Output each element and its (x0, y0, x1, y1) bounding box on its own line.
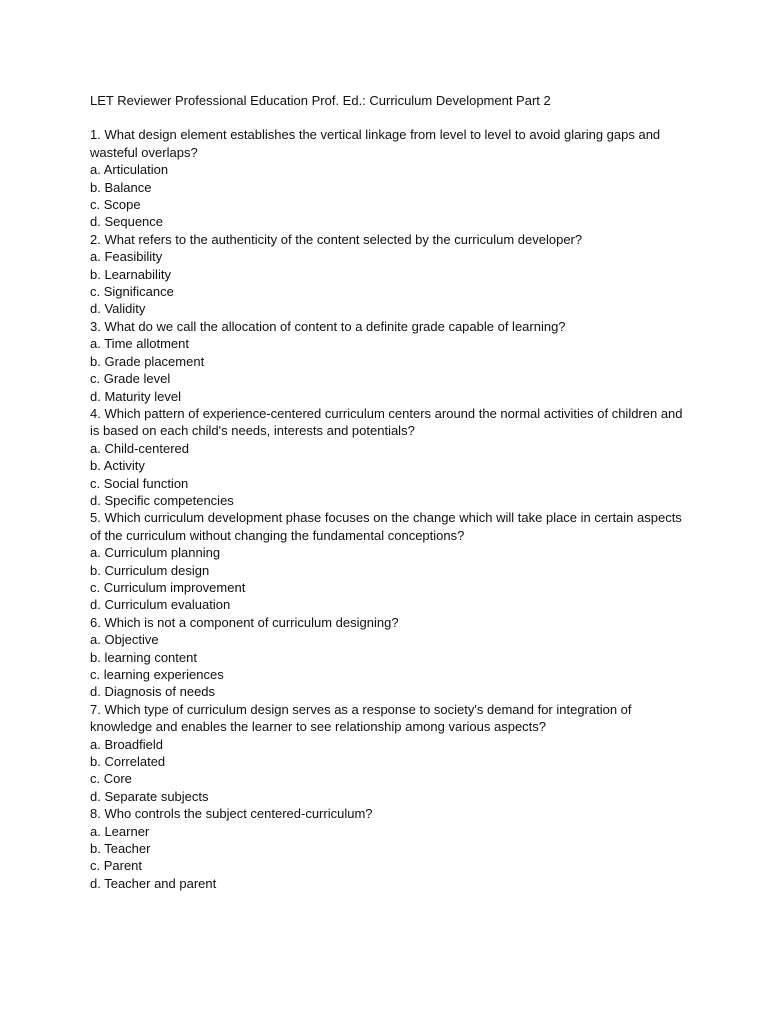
answer-options (90, 440, 690, 510)
answer-option: b. Grade placement (90, 353, 205, 369)
question-list (90, 126, 690, 892)
document-page (90, 92, 690, 892)
answer-option: b. Curriculum design (90, 562, 210, 578)
answer-option: d. Curriculum evaluation (90, 597, 231, 613)
answer-option: a. Child-centered (90, 440, 189, 456)
answer-option: b. Balance (90, 179, 152, 195)
answer-option: a. Broadfield (90, 736, 163, 752)
answer-option: d. Diagnosis of needs (90, 684, 216, 700)
question-text: 2. What refers to the authenticity of the content selected by the curriculum developer? (90, 231, 583, 247)
answer-option: a. Articulation (90, 162, 169, 178)
answer-option: c. Grade level (90, 371, 171, 387)
answer-option: d. Specific competencies (90, 492, 234, 508)
document-title: LET Reviewer Professional Education Prof. Ed.: Curriculum Development Part 2 (90, 93, 551, 108)
answer-options (90, 631, 690, 701)
question-text: 1. What design element establishes the vertical linkage from level to level to avoid glaring gaps and wasteful overlaps? (90, 127, 661, 160)
answer-option: b. Learnability (90, 266, 171, 282)
question-text: 6. Which is not a component of curriculum designing? (90, 614, 399, 630)
answer-option: c. learning experiences (90, 667, 224, 682)
answer-option: a. Learner (90, 823, 150, 839)
question-7 (90, 701, 690, 805)
question-text: 5. Which curriculum development phase focuses on the change which will take place in certain aspects of the curriculum without changing the fundamental conceptions? (90, 510, 682, 543)
answer-option: a. Feasibility (90, 249, 163, 265)
answer-option: d. Maturity level (90, 388, 182, 404)
answer-options (90, 335, 690, 405)
question-text: 4. Which pattern of experience-centered curriculum centers around the normal activities of children and is based on each child's needs, interests and potentials? (90, 405, 683, 439)
answer-option: c. Curriculum improvement (90, 579, 246, 595)
question-text: 7. Which type of curriculum design serves as a response to society's demand for integration of knowledge and enables the learner to see relationship among various aspects? (90, 701, 632, 735)
answer-option: a. Curriculum planning (90, 545, 221, 561)
answer-option: c. Parent (90, 858, 143, 874)
question-5 (90, 509, 690, 613)
answer-options (90, 248, 690, 318)
answer-options (90, 823, 690, 893)
answer-option: c. Significance (90, 284, 174, 300)
answer-option: d. Teacher and parent (90, 875, 217, 891)
question-8 (90, 805, 690, 892)
answer-option: b. learning content (90, 649, 197, 665)
answer-option: b. Correlated (90, 754, 166, 770)
question-1 (90, 126, 690, 230)
question-2 (90, 231, 690, 318)
answer-option: b. Teacher (90, 841, 151, 857)
answer-option: a. Time allotment (90, 336, 189, 352)
answer-option: c. Scope (90, 197, 141, 213)
answer-option: c. Core (90, 771, 132, 787)
answer-option: a. Objective (90, 632, 159, 648)
question-text: 3. What do we call the allocation of content to a definite grade capable of learning? (90, 318, 566, 334)
question-text: 8. Who controls the subject centered-curriculum? (90, 806, 373, 822)
answer-option: d. Sequence (90, 214, 164, 230)
answer-option: d. Separate subjects (90, 788, 209, 804)
answer-option: c. Social function (90, 475, 189, 491)
question-3 (90, 318, 690, 405)
question-6 (90, 614, 690, 701)
answer-option: b. Activity (90, 458, 145, 474)
answer-options (90, 161, 690, 231)
question-4 (90, 405, 690, 509)
answer-options (90, 736, 690, 806)
answer-options (90, 544, 690, 614)
answer-option: d. Validity (90, 301, 146, 317)
